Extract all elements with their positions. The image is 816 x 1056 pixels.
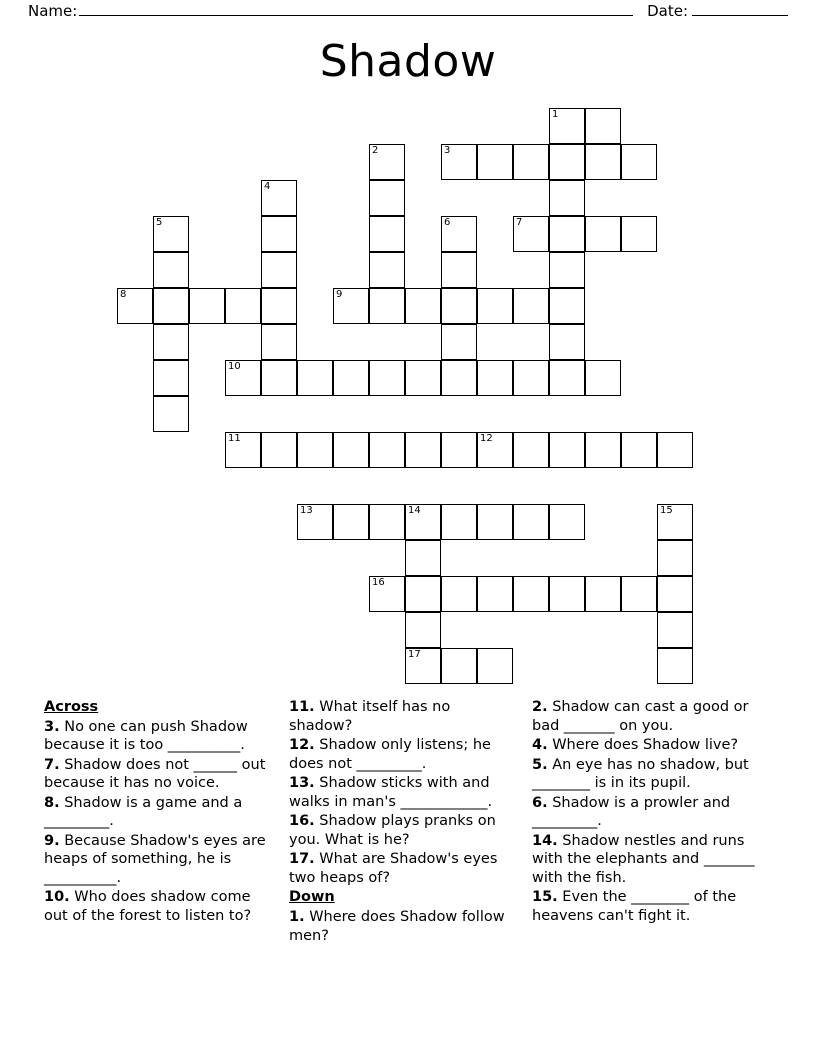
clue-number: 2. <box>532 699 548 715</box>
cell-number: 7 <box>516 217 523 228</box>
clue-list-across-part2 <box>289 698 518 887</box>
cell-number: 3 <box>444 145 451 156</box>
grid-cell[interactable] <box>513 576 549 612</box>
clue-text: Shadow can cast a good or bad _______ on you. <box>532 699 749 734</box>
grid-cell[interactable] <box>513 432 549 468</box>
clue-number: 17. <box>289 851 315 868</box>
clue-item <box>44 832 275 888</box>
clue-text: Even the ________ of the heavens can't fight it. <box>532 889 737 925</box>
grid-cell[interactable] <box>657 432 693 468</box>
grid-cell[interactable] <box>261 180 297 216</box>
grid-cell[interactable] <box>405 612 441 648</box>
clue-number: 11. <box>289 699 315 715</box>
clue-item <box>532 888 766 925</box>
clue-list-down-part1 <box>289 908 518 945</box>
grid-cell[interactable] <box>585 360 621 396</box>
clue-item <box>532 736 766 755</box>
clue-item <box>532 698 766 735</box>
grid-cell[interactable] <box>585 144 621 180</box>
clue-text: Shadow does not ______ out because it has no voice. <box>44 756 266 792</box>
clue-number: 13. <box>289 775 315 792</box>
clue-item <box>44 888 275 925</box>
grid-cell[interactable] <box>333 504 369 540</box>
clue-text: Where does Shadow follow men? <box>289 909 505 944</box>
grid-cell[interactable] <box>117 288 153 324</box>
grid-cell[interactable] <box>441 576 477 612</box>
grid-cell[interactable] <box>441 648 477 684</box>
grid-cell[interactable] <box>477 432 513 468</box>
clue-text: Shadow is a game and a _________. <box>44 794 243 830</box>
clue-item <box>289 850 518 887</box>
grid-cell[interactable] <box>549 360 585 396</box>
grid-cell[interactable] <box>513 504 549 540</box>
grid-cell[interactable] <box>405 576 441 612</box>
clue-text: Shadow only listens; he does not _________. <box>289 737 491 772</box>
grid-cell[interactable] <box>549 216 585 252</box>
cell-number: 11 <box>228 433 241 444</box>
clue-item <box>289 908 518 945</box>
grid-cell[interactable] <box>657 540 693 576</box>
grid-cell[interactable] <box>261 360 297 396</box>
grid-cell[interactable] <box>333 432 369 468</box>
clue-item <box>289 698 518 735</box>
clue-text: Where does Shadow live? <box>547 737 739 754</box>
grid-cell[interactable] <box>153 252 189 288</box>
grid-cell[interactable] <box>297 432 333 468</box>
name-label: Name: <box>28 2 78 20</box>
grid-cell[interactable] <box>369 180 405 216</box>
clue-list-down-part2 <box>532 698 766 926</box>
grid-cell[interactable] <box>657 576 693 612</box>
grid-cell[interactable] <box>333 360 369 396</box>
grid-cell[interactable] <box>621 144 657 180</box>
clue-item <box>44 794 275 831</box>
grid-cell[interactable] <box>369 504 405 540</box>
grid-cell[interactable] <box>657 612 693 648</box>
cell-number: 15 <box>660 505 673 516</box>
grid-cell[interactable] <box>513 144 549 180</box>
grid-cell[interactable] <box>153 288 189 324</box>
cell-number: 14 <box>408 505 421 516</box>
grid-cell[interactable] <box>153 360 189 396</box>
cell-number: 16 <box>372 577 385 588</box>
grid-cell[interactable] <box>477 288 513 324</box>
grid-cell[interactable] <box>369 288 405 324</box>
clues-section <box>44 698 780 946</box>
clue-number: 3. <box>44 718 60 735</box>
clue-text: Shadow sticks with and walks in man's ____________. <box>289 775 493 810</box>
grid-cell[interactable] <box>405 504 441 540</box>
clue-item <box>289 774 518 811</box>
clue-column-3 <box>532 698 780 946</box>
grid-cell[interactable] <box>549 504 585 540</box>
cell-number: 10 <box>228 361 241 372</box>
cell-number: 8 <box>120 289 127 300</box>
cell-number: 12 <box>480 433 493 444</box>
clue-item <box>532 794 766 831</box>
clue-text: No one can push Shadow because it is too __________. <box>44 718 248 754</box>
grid-cell[interactable] <box>477 576 513 612</box>
grid-cell[interactable] <box>513 216 549 252</box>
grid-cell[interactable] <box>153 396 189 432</box>
grid-cell[interactable] <box>297 360 333 396</box>
clue-number: 5. <box>532 756 548 773</box>
clue-item <box>289 736 518 773</box>
grid-cell[interactable] <box>513 360 549 396</box>
grid-cell[interactable] <box>369 252 405 288</box>
grid-cell[interactable] <box>405 288 441 324</box>
grid-cell[interactable] <box>225 288 261 324</box>
grid-cell[interactable] <box>405 360 441 396</box>
grid-cell[interactable] <box>369 216 405 252</box>
grid-cell[interactable] <box>549 576 585 612</box>
grid-cell[interactable] <box>405 540 441 576</box>
clue-number: 16. <box>289 813 315 830</box>
grid-cell[interactable] <box>441 144 477 180</box>
clue-text: Shadow is a prowler and _________. <box>532 794 731 830</box>
clue-number: 15. <box>532 889 558 906</box>
grid-cell[interactable] <box>441 504 477 540</box>
grid-cell[interactable] <box>513 288 549 324</box>
grid-cell[interactable] <box>261 324 297 360</box>
clue-text: Who does shadow come out of the forest to listen to? <box>44 889 252 925</box>
grid-cell[interactable] <box>225 432 261 468</box>
clue-number: 8. <box>44 794 60 811</box>
grid-cell[interactable] <box>549 252 585 288</box>
grid-cell[interactable] <box>153 324 189 360</box>
clue-text: Shadow plays pranks on you. What is he? <box>289 813 496 848</box>
clue-text: An eye has no shadow, but ________ is in its pupil. <box>532 756 749 792</box>
clue-number: 12. <box>289 737 315 754</box>
grid-cell[interactable] <box>333 288 369 324</box>
grid-cell[interactable] <box>441 252 477 288</box>
grid-cell[interactable] <box>369 432 405 468</box>
grid-cell[interactable] <box>477 648 513 684</box>
grid-cell[interactable] <box>261 432 297 468</box>
grid-cell[interactable] <box>549 288 585 324</box>
grid-cell[interactable] <box>621 576 657 612</box>
grid-cell[interactable] <box>477 144 513 180</box>
cell-number: 4 <box>264 181 271 192</box>
grid-cell[interactable] <box>585 216 621 252</box>
grid-cell[interactable] <box>261 288 297 324</box>
grid-cell[interactable] <box>657 648 693 684</box>
clue-number: 14. <box>532 832 558 849</box>
page-title: Shadow <box>319 36 497 87</box>
cell-number: 5 <box>156 217 163 228</box>
grid-cell[interactable] <box>549 144 585 180</box>
grid-cell[interactable] <box>261 216 297 252</box>
grid-cell[interactable] <box>441 288 477 324</box>
grid-cell[interactable] <box>585 108 621 144</box>
grid-cell[interactable] <box>405 648 441 684</box>
grid-cell[interactable] <box>441 216 477 252</box>
grid-cell[interactable] <box>297 504 333 540</box>
grid-cell[interactable] <box>549 432 585 468</box>
cell-number: 1 <box>552 109 559 120</box>
grid-cell[interactable] <box>369 576 405 612</box>
grid-cell[interactable] <box>549 180 585 216</box>
cell-number: 13 <box>300 505 313 516</box>
cell-number: 6 <box>444 217 451 228</box>
grid-cell[interactable] <box>621 216 657 252</box>
cell-number: 17 <box>408 649 421 660</box>
grid-cell[interactable] <box>477 360 513 396</box>
clue-list-across-part1 <box>44 718 275 926</box>
clue-number: 7. <box>44 756 60 773</box>
grid-cell[interactable] <box>261 252 297 288</box>
clue-column-2 <box>289 698 532 946</box>
cell-number: 9 <box>336 289 343 300</box>
clue-number: 4. <box>532 737 548 754</box>
clue-number: 6. <box>532 794 548 811</box>
grid-cell[interactable] <box>621 432 657 468</box>
grid-cell[interactable] <box>189 288 225 324</box>
grid-cell[interactable] <box>441 360 477 396</box>
clue-item <box>44 718 275 755</box>
cell-number: 2 <box>372 145 379 156</box>
clue-number: 10. <box>44 889 70 906</box>
clue-text: What itself has no shadow? <box>289 699 451 734</box>
clue-column-1 <box>44 698 289 946</box>
clue-number: 1. <box>289 909 305 926</box>
grid-cell[interactable] <box>549 108 585 144</box>
grid-cell[interactable] <box>585 576 621 612</box>
clue-item <box>532 832 766 888</box>
clue-item <box>289 812 518 849</box>
grid-cell[interactable] <box>441 432 477 468</box>
grid-cell[interactable] <box>657 504 693 540</box>
grid-cell[interactable] <box>369 360 405 396</box>
grid-cell[interactable] <box>369 144 405 180</box>
clue-text: What are Shadow's eyes two heaps of? <box>289 851 498 886</box>
clue-number: 9. <box>44 832 60 849</box>
date-label: Date: <box>647 2 688 20</box>
grid-cell[interactable] <box>225 360 261 396</box>
grid-cell[interactable] <box>585 432 621 468</box>
grid-cell[interactable] <box>441 324 477 360</box>
clue-item <box>44 756 275 793</box>
grid-cell[interactable] <box>153 216 189 252</box>
grid-cell[interactable] <box>549 324 585 360</box>
across-heading: Across <box>44 699 99 715</box>
down-heading: Down <box>289 889 335 906</box>
clue-item <box>532 756 766 793</box>
grid-cell[interactable] <box>405 432 441 468</box>
grid-cell[interactable] <box>477 504 513 540</box>
clue-text: Shadow nestles and runs with the elephants and _______ with the fish. <box>532 832 755 886</box>
clue-text: Because Shadow's eyes are heaps of something, he is __________. <box>44 832 266 886</box>
